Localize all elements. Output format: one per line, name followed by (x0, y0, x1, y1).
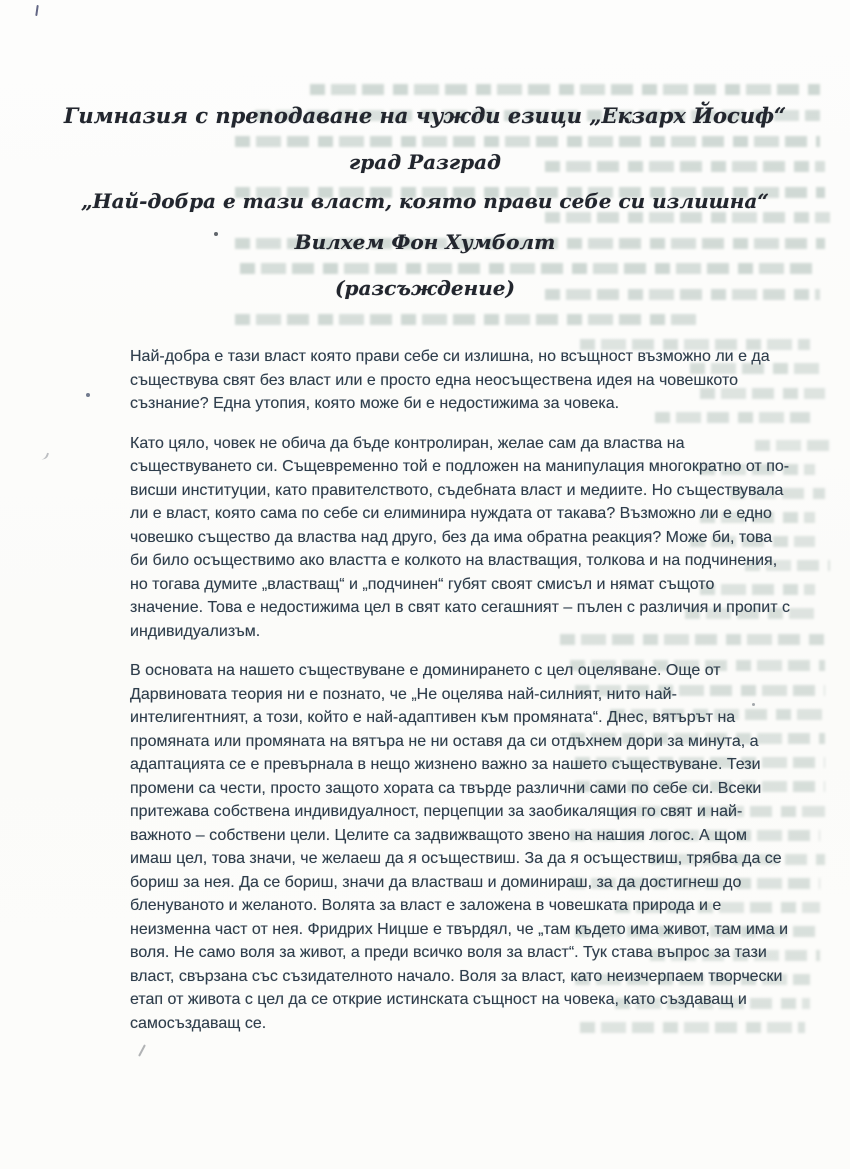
text-line: неизменна част от нея. Фридрих Ницше е твърдял, че „там където има живот, там има и (130, 920, 789, 938)
text-line: ли е власт, която сама по себе си елиминира нуждата от такава? Възможно ли е едно (130, 505, 772, 522)
text-line: индивидуализъм. (130, 622, 261, 640)
ink-dot-margin (86, 393, 90, 397)
text-line: Най-добра е тази власт която прави себе си излишна, но всъщност възможно ли е да (130, 348, 770, 365)
text-line: власт, свързана със съзидателното начало. Воля за власт, като неизчерпаем творчески (130, 967, 783, 985)
text-line: висши институции, като правителството, съдебната власт и медиите. Но съществувала (130, 481, 784, 499)
essay-title-quote: „Най-добра е тази власт, която прави себе си излишна“ (81, 189, 769, 213)
text-line: имаш цел, това значи, че желаеш да я осъществиш. За да я осъществиш, трябва да се (130, 850, 782, 867)
text-line: важното – собствени цели. Целите са задвижващото звено на нашия логос. А щом (130, 826, 747, 844)
text-line: воля. Не само воля за живот, а преди всичко воля за власт“. Тук става въпрос за тази (130, 944, 767, 961)
text-line: В основата на нашето съществуване е доминирането с цел оцеляване. Още от (130, 662, 721, 679)
text-line: Като цяло, човек не обича да бъде контролиран, желае сам да властва на (130, 434, 685, 452)
essay-body (130, 345, 820, 1051)
genre-label: (разсъждение) (335, 276, 515, 300)
paragraph (130, 345, 820, 416)
text-line: но тогава думите „властващ“ и „подчинен“ губят своят смисъл и нямат същото (130, 575, 715, 593)
text-line: етап от живота с цел да се открие истинската същност на човека, като създаващ и (130, 991, 747, 1008)
text-line: би било осъществимо ако властта е колкото на властващия, толкова и на подчинения, (130, 552, 778, 569)
text-line: човешко същество да властва над друго, без да има обратна реакция? Може би, това (130, 528, 773, 546)
text-line: адаптацията се е превърнала в нещо жизнено важно за нашето съществуване. Тези (130, 756, 761, 773)
text-line: бориш за нея. Да се бориш, значи да властваш и доминираш, за да достигнеш до (130, 873, 742, 891)
ink-dot-header (214, 232, 218, 236)
school-name: Гимназия с преподаване на чужди езици „Екзарх Йосиф“ (63, 103, 787, 128)
text-line: съществуването си. Същевременно той е подложен на манипулация многократно от по- (130, 458, 790, 475)
ink-speck (752, 703, 755, 706)
text-line: съществува свят без власт или е просто една неосъществена идея на човешкото (130, 371, 739, 389)
city-line: град Разград (349, 150, 501, 174)
text-line: Дарвиновата теория ни е познато, че „Не оцелява най-силният, нито най- (130, 685, 677, 703)
text-line: притежава собствена индивидуалност, перцепции за заобикалящия го свят и най- (130, 803, 743, 820)
text-line: промени са чести, просто защото хората са твърде различни сами по себе си. Всеки (130, 779, 762, 797)
text-line: интелигентният, а този, който е най-адаптивен към промяната“. Днес, вятърът на (130, 709, 736, 726)
text-line: бленуваното и желаното. Волята за власт е заложена в човешката природа и е (130, 897, 722, 914)
text-line: самосъздаващ се. (130, 1014, 267, 1032)
text-line: промяната или промяната на вятъра не ни оставя да си отдъхнем дори за минута, а (130, 732, 759, 750)
text-line: значение. Това е недостижима цел в свят като сегашният – пълен с различия и пропит с (130, 599, 790, 616)
text-line: съзнание? Една утопия, която може би е недостижима за човека. (130, 395, 620, 412)
quote-author: Вилхем Фон Хумболт (294, 230, 556, 254)
paragraph (130, 659, 820, 1035)
paragraph (130, 432, 820, 644)
